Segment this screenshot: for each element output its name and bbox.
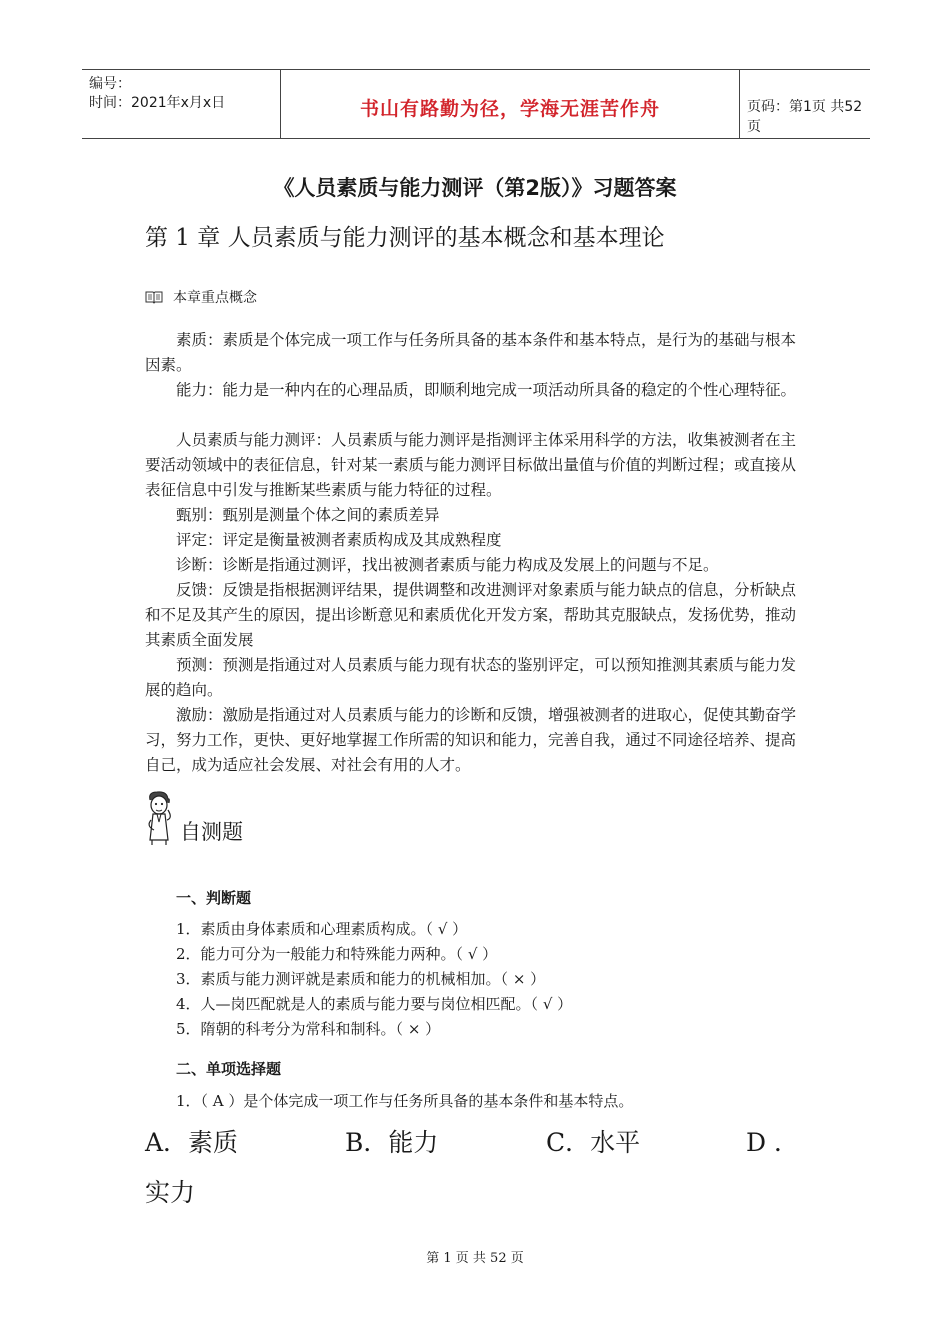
- concept-paragraph: 激励：激励是指通过对人员素质与能力的诊断和反馈，增强被测者的进取心，促使其勤奋学习，努力工作，更快、更好地掌握工作所需的知识和能力，完善自我，通过不同途径培养、提高自己，成为适应社会发展、对社会有用的人才。: [145, 706, 797, 774]
- true-false-item: 3．素质与能力测评就是素质和能力的机械相加。（ × ）: [176, 970, 546, 988]
- header-right-cell: [739, 70, 870, 138]
- concept-paragraph: 素质：素质是个体完成一项工作与任务所具备的基本条件和基本特点，是行为的基础与根本因素。: [145, 331, 797, 374]
- single-choice-question: 1．（ A ）是个体完成一项工作与任务所具备的基本条件和基本特点。: [176, 1092, 634, 1110]
- true-false-item: 4．人—岗匹配就是人的素质与能力要与岗位相匹配。（ √ ）: [176, 995, 573, 1013]
- concept-paragraph: 诊断：诊断是指通过测评，找出被测者素质与能力构成及发展上的问题与不足。: [176, 556, 719, 574]
- concept-paragraph: 能力：能力是一种内在的心理品质，即顺利地完成一项活动所具备的稳定的个性心理特征。: [176, 381, 797, 399]
- page-header: [82, 69, 870, 139]
- time-label: 时间：2021年x月x日: [89, 95, 226, 111]
- key-concepts-label: 本章重点概念: [173, 290, 257, 306]
- concept-paragraph: 预测：预测是指通过对人员素质与能力现有状态的鉴别评定，可以预知推测其素质与能力发展的趋向。: [145, 656, 797, 699]
- true-false-item: 5．隋朝的科考分为常科和制科。（ × ）: [176, 1020, 441, 1038]
- thinking-person-icon: [142, 790, 176, 846]
- document-title: 《人员素质与能力测评（第2版）》习题答案: [273, 176, 677, 200]
- header-motto: 书山有路勤为径，学海无涯苦作舟: [359, 98, 660, 120]
- option-a: A．素质: [145, 1128, 239, 1157]
- book-icon: [145, 290, 163, 304]
- true-false-item: 1．素质由身体素质和心理素质构成。（ √ ）: [176, 920, 468, 938]
- key-concepts-heading: [145, 287, 257, 307]
- true-false-heading: 一、判断题: [176, 889, 252, 907]
- concept-paragraph: 甄别：甄别是测量个体之间的素质差异: [176, 506, 440, 524]
- concept-paragraph: 人员素质与能力测评：人员素质与能力测评是指测评主体采用科学的方法，收集被测者在主要活动领域中的表征信息，针对某一素质与能力测评目标做出量值与价值的判断过程；或直接从表征信息中引发与推断某些素质与能力特征的过程。: [145, 431, 797, 499]
- header-page-info: 页码：第1页 共52页: [747, 99, 863, 135]
- true-false-item: 2．能力可分为一般能力和特殊能力两种。（ √ ）: [176, 945, 498, 963]
- option-d-label: D ．: [746, 1128, 799, 1157]
- number-label: 编号：: [89, 76, 131, 92]
- option-c: C．水平: [546, 1128, 641, 1157]
- single-choice-heading: 二、单项选择题: [176, 1060, 282, 1078]
- option-b: B．能力: [345, 1128, 439, 1157]
- option-d-text: 实力: [145, 1178, 196, 1207]
- chapter-heading: 第 1 章 人员素质与能力测评的基本概念和基本理论: [145, 225, 665, 251]
- header-left-cell: [82, 70, 280, 138]
- page-footer: 第 1 页 共 52 页: [426, 1251, 524, 1266]
- header-motto-cell: [280, 70, 740, 138]
- concept-paragraph: 评定：评定是衡量被测者素质构成及其成熟程度: [176, 531, 502, 549]
- self-test-title: 自测题: [180, 820, 243, 844]
- concept-paragraph: 反馈：反馈是指根据测评结果，提供调整和改进测评对象素质与能力缺点的信息，分析缺点和不足及其产生的原因，提出诊断意见和素质优化开发方案，帮助其克服缺点，发扬优势，推动其素质全面发展: [145, 581, 797, 649]
